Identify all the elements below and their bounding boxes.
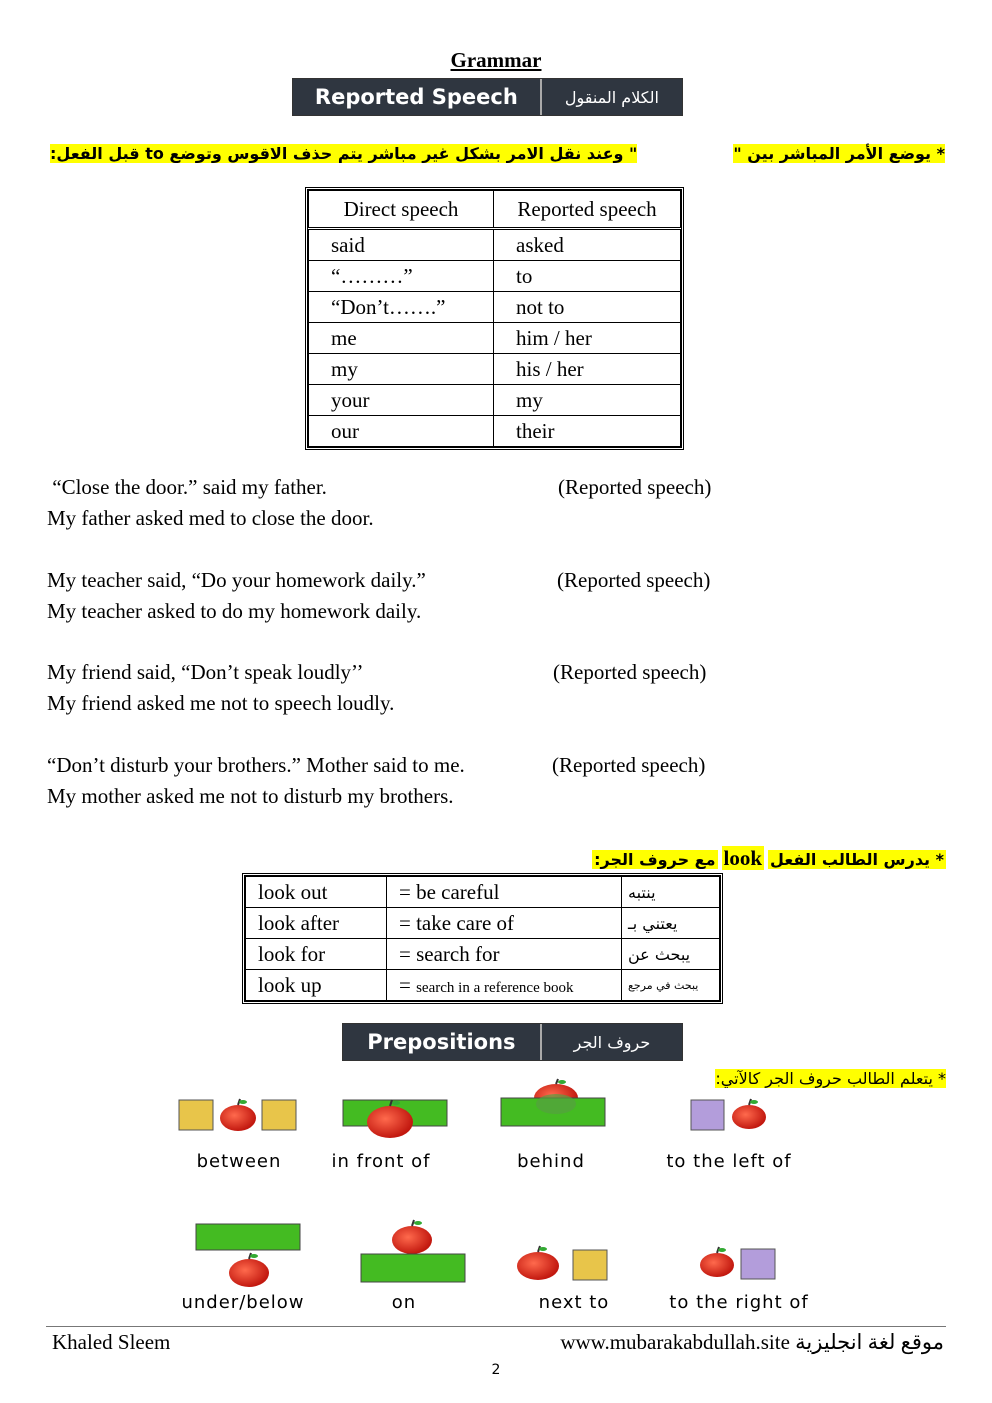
example-reported: My friend asked me not to speech loudly. — [47, 691, 395, 715]
table-cell: your — [309, 385, 494, 416]
table-row — [309, 385, 681, 416]
banner-english: Prepositions — [343, 1024, 542, 1060]
preposition-label-behind: behind — [517, 1151, 585, 1172]
table-cell: يبحث في مرجع — [622, 970, 720, 1001]
example-4 — [47, 750, 705, 812]
table-header: Reported speech — [494, 191, 681, 229]
between-illustration — [179, 1099, 296, 1131]
example-2 — [47, 565, 710, 627]
rule-part-2: " وعند نقل الامر بشكل غير مباشر يتم حذف الاقوس وتوضع to قبل الفعل: — [50, 144, 638, 163]
behind-illustration — [501, 1079, 605, 1126]
to-the-left-of-illustration — [691, 1099, 766, 1130]
under-below-illustration — [196, 1224, 300, 1287]
example-tag: (Reported speech) — [553, 660, 707, 684]
table-cell: = take care of — [387, 908, 622, 939]
prepositions-intro-text: * يتعلم الطالب حروف الجر كالآتي: — [715, 1069, 946, 1088]
table-cell: not to — [494, 292, 681, 323]
preposition-label-under-below: under/below — [181, 1292, 305, 1313]
example-tag: (Reported speech) — [552, 753, 706, 777]
table-cell: asked — [494, 229, 681, 261]
table-cell: = be careful — [387, 877, 622, 908]
rule-text — [50, 140, 945, 168]
table-cell: look for — [246, 939, 387, 970]
example-direct: “Don’t disturb your brothers.” Mother said to me. — [47, 753, 465, 777]
table-row — [309, 354, 681, 385]
table-cell: said — [309, 229, 494, 261]
table-row — [309, 292, 681, 323]
table-cell: يبحث عن — [622, 939, 720, 970]
yellow-box — [573, 1250, 607, 1280]
apple-icon — [392, 1220, 432, 1254]
preposition-label-on: on — [391, 1292, 417, 1313]
table-cell: my — [494, 385, 681, 416]
look-header-part-1: * يدرس الطالب الفعل — [770, 850, 944, 869]
yellow-box — [262, 1100, 296, 1130]
reported-speech-table — [305, 187, 684, 450]
table-cell: look up — [246, 970, 387, 1001]
table-row — [246, 877, 720, 908]
table-cell: يعتني بـ — [622, 908, 720, 939]
table-row — [246, 970, 720, 1001]
example-reported: My teacher asked to do my homework daily. — [47, 599, 422, 623]
table-cell: me — [309, 323, 494, 354]
table-cell: their — [494, 416, 681, 447]
example-direct: My friend said, “Don’t speak loudly’’ — [47, 660, 364, 684]
section-banner-reported-speech — [292, 78, 683, 116]
apple-icon — [220, 1099, 256, 1131]
example-1 — [47, 472, 711, 534]
yellow-box — [179, 1100, 213, 1130]
banner-arabic: حروف الجر — [542, 1024, 682, 1060]
table-row — [309, 261, 681, 292]
apple-icon — [732, 1099, 766, 1129]
footer-divider — [46, 1326, 946, 1327]
example-direct: “Close the door.” said my father. — [47, 475, 327, 499]
rule-part-1: * يوضع الأمر المباشر بين " — [733, 144, 945, 163]
table-cell: to — [494, 261, 681, 292]
apple-icon — [517, 1246, 559, 1280]
green-box — [196, 1224, 300, 1250]
apple-icon — [700, 1247, 734, 1277]
preposition-label-to-the-left-of: to the left of — [666, 1151, 792, 1172]
table-row — [309, 229, 681, 261]
table-row — [246, 908, 720, 939]
footer-site: www.mubarakabdullah.site موقع لغة انجليزية — [560, 1330, 944, 1354]
purple-box — [691, 1100, 724, 1130]
table-cell: look out — [246, 877, 387, 908]
table-row — [309, 323, 681, 354]
table-cell: “Don’t…….” — [309, 292, 494, 323]
table-cell: his / her — [494, 354, 681, 385]
table-row — [309, 416, 681, 447]
example-reported: My mother asked me not to disturb my brothers. — [47, 784, 454, 808]
table-cell: = search for — [387, 939, 622, 970]
look-header-part-2: مع حروف الجر: — [594, 850, 716, 869]
look-header — [592, 844, 946, 872]
table-cell — [387, 970, 622, 1001]
table-cell: “………” — [309, 261, 494, 292]
example-direct: My teacher said, “Do your homework daily.” — [47, 568, 426, 592]
apple-icon — [229, 1253, 269, 1287]
page-number: 2 — [491, 1362, 501, 1378]
look-word: look — [723, 846, 763, 870]
preposition-label-in-front-of: in front of — [331, 1151, 431, 1172]
table-cell: our — [309, 416, 494, 447]
example-tag: (Reported speech) — [558, 475, 712, 499]
in-front-of-illustration — [343, 1100, 447, 1138]
green-box — [361, 1254, 465, 1282]
to-the-right-of-illustration — [700, 1247, 775, 1279]
equals-sign: = — [399, 972, 417, 997]
preposition-label-between: between — [196, 1151, 282, 1172]
table-row — [246, 939, 720, 970]
table-cell: him / her — [494, 323, 681, 354]
banner-arabic: الكلام المنقول — [542, 79, 682, 115]
preposition-label-next-to: next to — [538, 1292, 610, 1313]
table-cell: look after — [246, 908, 387, 939]
banner-english: Reported Speech — [293, 79, 542, 115]
purple-box — [741, 1249, 775, 1279]
table-cell: ينتبه — [622, 877, 720, 908]
table-cell: my — [309, 354, 494, 385]
preposition-label-to-the-right-of: to the right of — [669, 1292, 809, 1313]
section-banner-prepositions — [342, 1023, 683, 1061]
next-to-illustration — [517, 1246, 607, 1280]
footer-author: Khaled Sleem — [52, 1330, 171, 1354]
page-title: Grammar — [450, 48, 542, 72]
look-phrasal-table — [242, 873, 723, 1004]
example-tag: (Reported speech) — [557, 568, 711, 592]
meaning-text: search in a reference book — [416, 979, 574, 996]
preposition-illustrations — [0, 1078, 992, 1318]
on-illustration — [361, 1220, 465, 1282]
example-3 — [47, 657, 706, 719]
table-header: Direct speech — [309, 191, 494, 229]
example-reported: My father asked med to close the door. — [47, 506, 374, 530]
